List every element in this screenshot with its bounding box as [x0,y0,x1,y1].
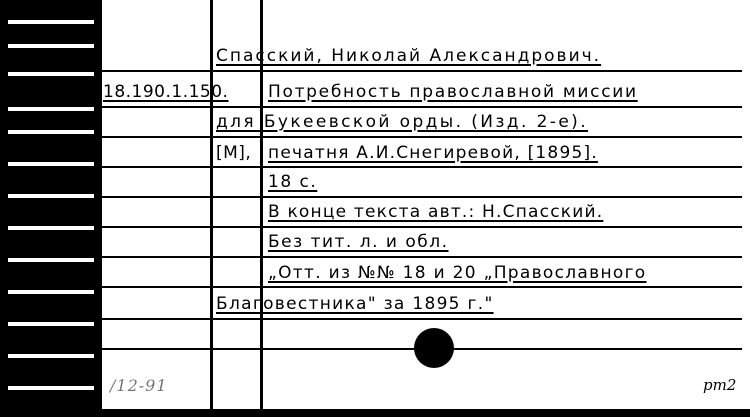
strip-hole [8,20,94,24]
pages-line: 18 с. [268,172,318,192]
author-heading: Спасский, Николай Александрович. [216,46,602,66]
ruled-line [100,106,742,108]
margin-mark: pm2 [703,376,737,394]
strip-hole [8,162,94,166]
punched-strip [0,0,102,417]
call-number: 18.190.1.150. [103,82,229,102]
strip-hole [8,194,94,198]
strip-hole [8,258,94,262]
strip-hole [8,44,94,48]
ruled-line [100,196,742,198]
bottom-edge [0,409,750,417]
ink-blot [414,328,454,368]
strip-hole [8,290,94,294]
strip-hole [8,322,94,326]
ruled-line [100,318,742,320]
ruled-line [100,70,742,72]
note-author: В конце текста авт.: Н.Спасский. [268,202,604,222]
strip-hole [8,130,94,134]
strip-hole [8,386,94,390]
title-line-1: Потребность православной миссии [268,82,638,102]
ruled-line [100,256,742,258]
publisher-line: печатня А.И.Снегиревой, [1895]. [268,143,598,163]
ruled-line [100,136,742,138]
place-of-publication: [M], [216,143,252,163]
strip-hole [8,72,94,76]
note-offprint-1: „Отт. из №№ 18 и 20 „Православного [268,263,647,283]
faded-scrawl: /12-91 [110,376,168,395]
note-no-title: Без тит. л. и обл. [268,232,449,252]
ruled-line [100,286,742,288]
note-offprint-2: Благовестника" за 1895 г." [216,294,494,314]
strip-hole [8,354,94,358]
title-line-2: для Букеевской орды. (Изд. 2-е). [216,112,589,132]
ruled-line [100,166,742,168]
ruled-line [100,226,742,228]
strip-hole [8,107,94,111]
margin-line [210,0,213,417]
strip-hole [8,226,94,230]
